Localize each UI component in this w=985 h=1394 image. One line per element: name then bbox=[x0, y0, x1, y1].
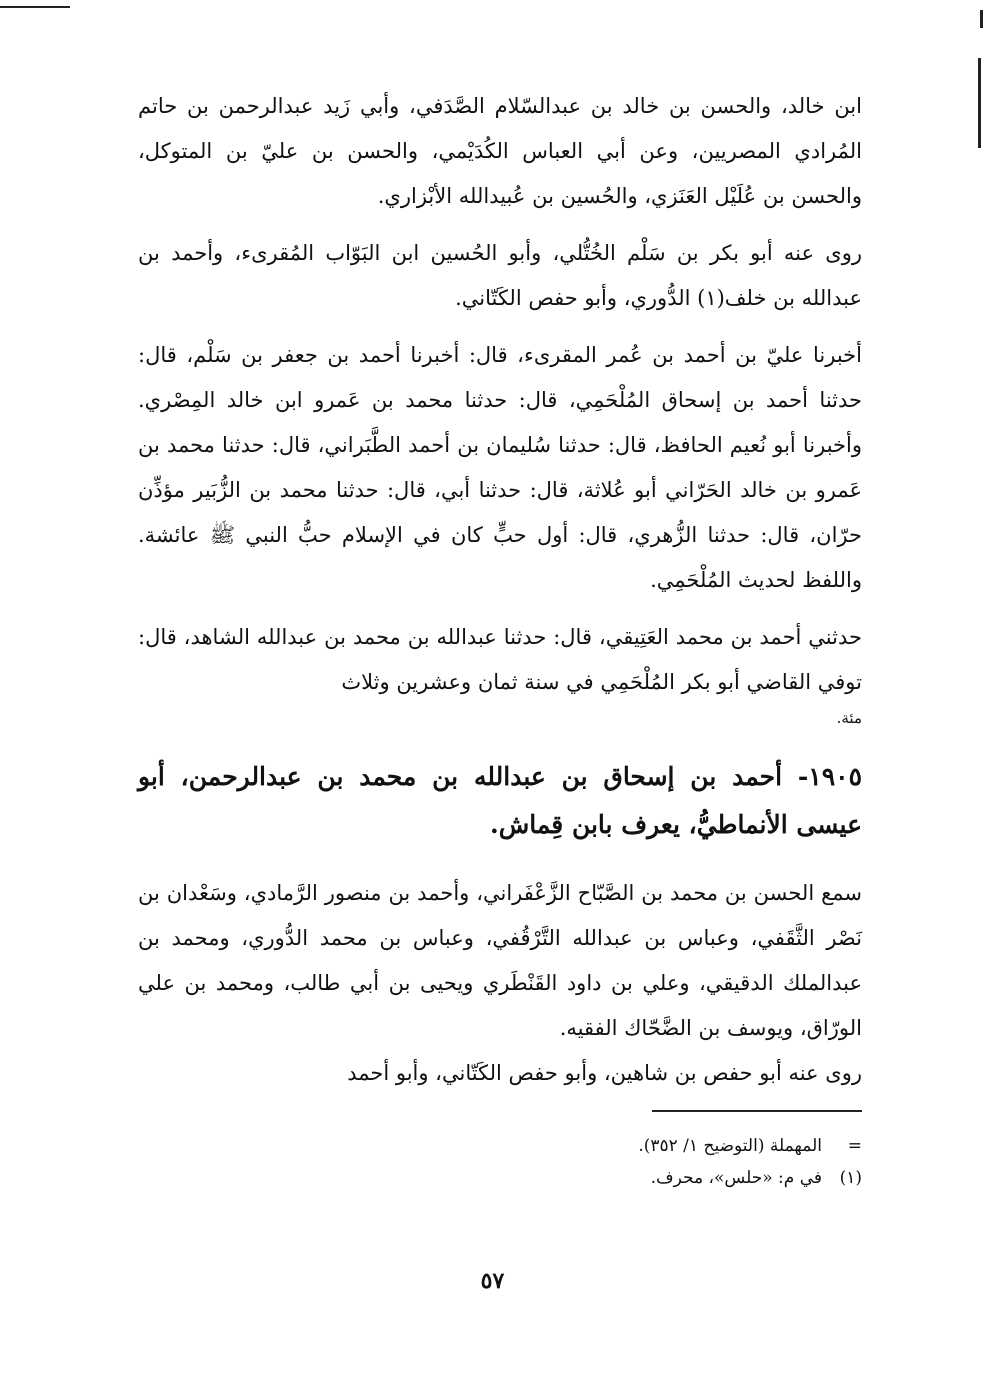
entry-heading: ١٩٠٥- أحمد بن إسحاق بن عبدالله بن محمد بن عبدالرحمن، أبو عيسى الأنماطيُّ، يعرف بابن قِماش. bbox=[138, 762, 862, 839]
page-body bbox=[138, 84, 862, 1096]
paragraph-narrators: روى عنه أبو بكر بن سَلْم الخُتُّلي، وأبو الحُسين ابن البَوّاب المُقرىء، وأحمد بن عبدالله بن خلف(١) الدُّوري، وأبو حفص الكَتّاني. bbox=[138, 241, 862, 310]
footnote-1-text: في م: «حلس»، محرف. bbox=[650, 1168, 822, 1188]
footnote-1-marker: (١) bbox=[839, 1168, 862, 1188]
paragraph-narrated-by: روى عنه أبو حفص بن شاهين، وأبو حفص الكَتّاني، وأبو أحمد bbox=[347, 1061, 862, 1085]
footnote-continuation-marker: = bbox=[847, 1136, 862, 1156]
page-number: ٥٧ bbox=[480, 1268, 505, 1294]
scan-edge-mark bbox=[980, 10, 983, 28]
paragraph-heard-from: سمع الحسن بن محمد بن الصَّبّاح الزَّعْفَراني، وأحمد بن منصور الرَّمادي، وسَعْدان بن نَصْر الثَّقَفي، وعباس بن عبدالله التَّرْقُفي، وعباس بن محمد الدُّوري، ومحمد بن عبدالملك الدقيقي، وعلي بن داود القَنْطَري ويحيى بن أبي طالب، ومحمد بن علي الورّاق، ويوسف بن الضَّحّاك الفقيه. bbox=[138, 881, 862, 1040]
footnote-continuation bbox=[300, 1130, 862, 1162]
scan-edge-mark bbox=[0, 6, 70, 8]
scan-edge-mark bbox=[978, 58, 981, 148]
footnote-1 bbox=[300, 1162, 862, 1194]
paragraph-hadith-chain: أخبرنا عليّ بن أحمد بن عُمر المقرىء، قال: أخبرنا أحمد بن جعفر بن سَلْم، قال: حدثنا أحمد بن إسحاق المُلْحَمِي، قال: حدثنا محمد بن عَمرو ابن خالد المِصْري. وأخبرنا أبو نُعيم الحافظ، قال: حدثنا سُليمان بن أحمد الطَّبَراني، قال: حدثنا محمد بن عَمرو بن خالد الحَرّاني أبو عُلاثة، قال: حدثنا أبي، قال: حدثنا محمد بن الزُّبَير مؤذِّن حرّان، قال: حدثنا الزُّهري، قال: أول حبٍّ كان في الإسلام حبُّ النبي ﷺ عائشة. واللفظ لحديث المُلْحَمِي. bbox=[138, 343, 862, 592]
footnote-separator bbox=[652, 1110, 862, 1112]
paragraph-death-report: حدثني أحمد بن محمد العَتِيقي، قال: حدثنا عبدالله بن محمد بن عبدالله الشاهد، قال: توفي القاضي أبو بكر المُلْحَمِي في سنة ثمان وعشرين وثلاث bbox=[138, 625, 862, 694]
footnote-continuation-text: المهملة (التوضيح ١/ ٣٥٢). bbox=[638, 1136, 822, 1156]
paragraph-teachers: ابن خالد، والحسن بن خالد بن عبدالسّلام الصَّدَفي، وأبي زَيد عبدالرحمن بن حاتم المُرادي المصريين، وعن أبي العباس الكُدَيْمي، والحسن بن عليّ بن المتوكل، والحسن بن عُلَيْل العَنَزي، والحُسين بن عُبيدالله الأبْزاري. bbox=[138, 94, 862, 208]
footnotes bbox=[300, 1130, 862, 1194]
paragraph-death-report-tail: مئة. bbox=[836, 709, 862, 727]
